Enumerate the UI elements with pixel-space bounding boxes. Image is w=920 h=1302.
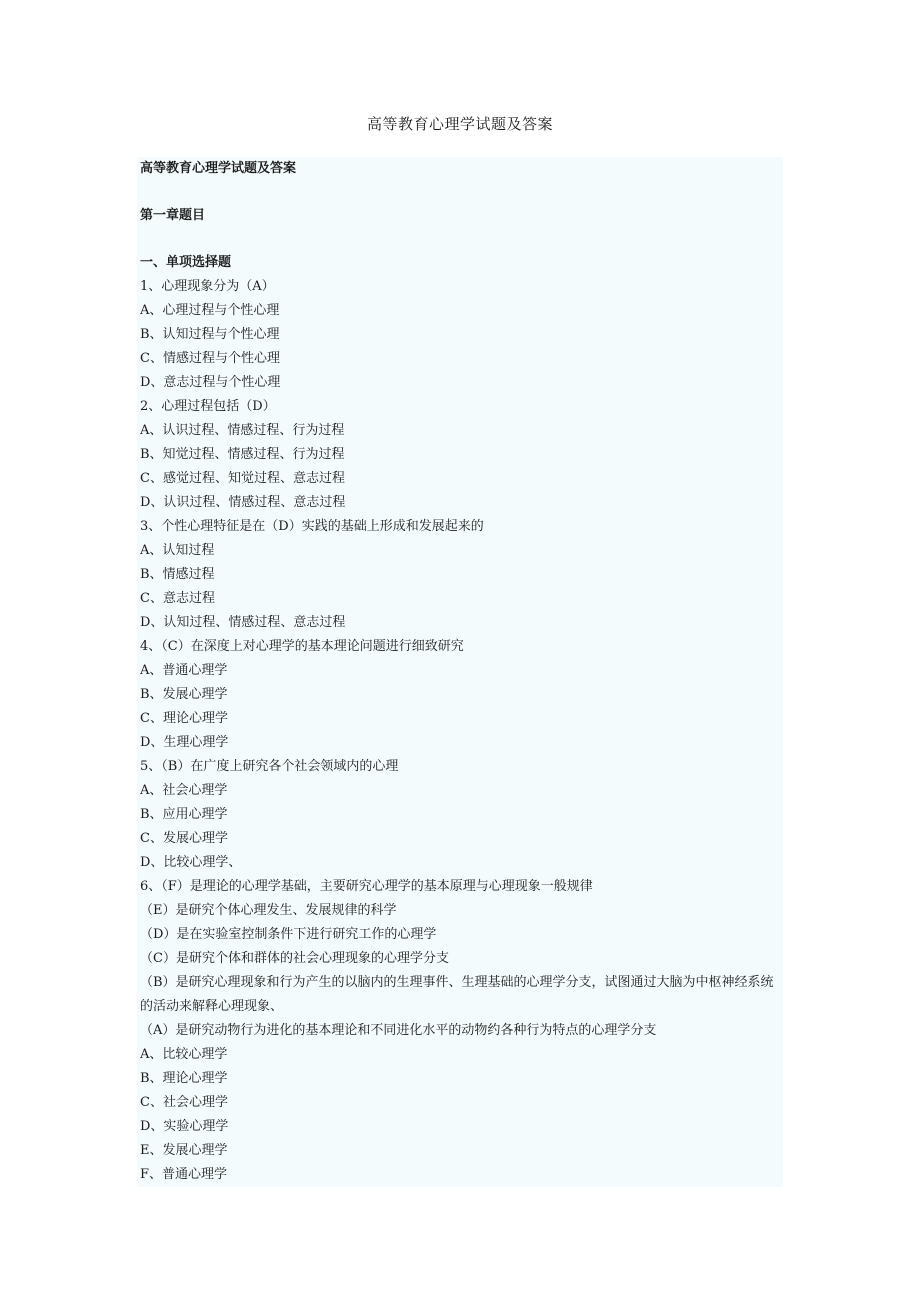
option-line: D、生理心理学 bbox=[140, 735, 229, 750]
option-line: C、意志过程 bbox=[140, 591, 215, 606]
match-line: （C）是研究个体和群体的社会心理现象的心理学分支 bbox=[140, 951, 449, 966]
option-line: D、实验心理学 bbox=[140, 1119, 229, 1134]
option-line: A、认知过程 bbox=[140, 543, 215, 558]
question-line: 6、（F）是理论的心理学基础，主要研究心理学的基本原理与心理现象一般规律 bbox=[140, 879, 593, 894]
option-line: A、社会心理学 bbox=[140, 783, 228, 798]
match-line: （D）是在实验室控制条件下进行研究工作的心理学 bbox=[140, 927, 437, 942]
option-line: D、比较心理学、 bbox=[140, 855, 242, 870]
page-title: 高等教育心理学试题及答案 bbox=[366, 115, 553, 133]
chapter-heading: 第一章题目 bbox=[140, 208, 206, 223]
question-line: 3、个性心理特征是在（D）实践的基础上形成和发展起来的 bbox=[140, 519, 484, 534]
option-line: C、社会心理学 bbox=[140, 1095, 228, 1110]
doc-heading: 高等教育心理学试题及答案 bbox=[140, 161, 297, 176]
question-line: 1、心理现象分为（A） bbox=[140, 279, 275, 294]
option-line: C、发展心理学 bbox=[140, 831, 228, 846]
question-line: 4、（C）在深度上对心理学的基本理论问题进行细致研究 bbox=[140, 639, 464, 654]
option-line: C、情感过程与个性心理 bbox=[140, 351, 280, 366]
option-line: B、知觉过程、情感过程、行为过程 bbox=[140, 447, 345, 462]
option-line: B、理论心理学 bbox=[140, 1071, 228, 1086]
content-block bbox=[137, 157, 783, 1187]
match-line: （B）是研究心理现象和行为产生的以脑内的生理事件、生理基础的心理学分支，试图通过大脑为中枢神经系统的活动来解释心理现象、 bbox=[140, 975, 774, 1014]
option-line: C、感觉过程、知觉过程、意志过程 bbox=[140, 471, 345, 486]
option-line: B、发展心理学 bbox=[140, 687, 228, 702]
match-line: （E）是研究个体心理发生、发展规律的科学 bbox=[140, 903, 397, 918]
option-line: E、发展心理学 bbox=[140, 1143, 228, 1158]
section-heading: 一、单项选择题 bbox=[140, 255, 232, 270]
option-line: D、意志过程与个性心理 bbox=[140, 375, 281, 390]
question-line: 2、心理过程包括（D） bbox=[140, 399, 276, 414]
option-line: B、认知过程与个性心理 bbox=[140, 327, 280, 342]
option-line: A、认识过程、情感过程、行为过程 bbox=[140, 423, 345, 438]
spacer bbox=[140, 181, 782, 204]
option-line: B、应用心理学 bbox=[140, 807, 228, 822]
option-line: B、情感过程 bbox=[140, 567, 215, 582]
spacer bbox=[140, 228, 782, 251]
question-line: 5、（B）在广度上研究各个社会领域内的心理 bbox=[140, 759, 399, 774]
option-line: A、普通心理学 bbox=[140, 663, 228, 678]
option-line: C、理论心理学 bbox=[140, 711, 228, 726]
option-line: A、心理过程与个性心理 bbox=[140, 303, 280, 318]
option-line: A、比较心理学 bbox=[140, 1047, 228, 1062]
option-line: D、认知过程、情感过程、意志过程 bbox=[140, 615, 346, 630]
match-line: （A）是研究动物行为进化的基本理论和不同进化水平的动物约各种行为特点的心理学分支 bbox=[140, 1023, 657, 1038]
option-line: F、普通心理学 bbox=[140, 1167, 228, 1182]
text-lines bbox=[140, 157, 782, 1187]
option-line: D、认识过程、情感过程、意志过程 bbox=[140, 495, 346, 510]
